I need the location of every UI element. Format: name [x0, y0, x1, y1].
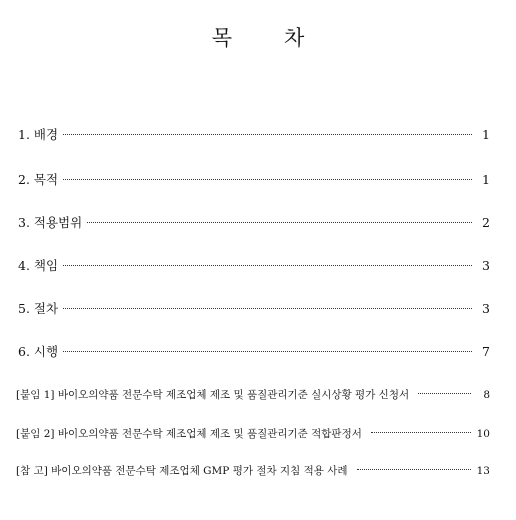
toc-entry-reference[interactable] — [16, 463, 490, 479]
toc-entry-procedure[interactable] — [18, 301, 490, 317]
dot-leader — [63, 308, 472, 309]
toc-title — [0, 22, 516, 52]
dot-leader — [63, 351, 472, 352]
toc-entry-page: 3 — [482, 301, 490, 316]
toc-entry-enforcement[interactable] — [18, 344, 490, 360]
dot-leader — [87, 222, 472, 223]
toc-entry-page: 13 — [476, 465, 490, 477]
toc-entry-label: [붙임 1] 바이오의약품 전문수탁 제조업체 제조 및 품질관리기준 실시상황 평가 신청서 — [16, 389, 410, 401]
toc-entry-background[interactable] — [18, 127, 490, 143]
toc-entry-page: 3 — [482, 258, 490, 273]
toc-title-char-1: 목 — [211, 26, 232, 50]
toc-entry-page: 2 — [482, 215, 490, 230]
toc-entry-page: 7 — [482, 344, 490, 359]
toc-entry-page: 10 — [476, 428, 490, 440]
toc-entry-label: 6. 시행 — [18, 344, 59, 359]
toc-entry-label: 5. 절차 — [18, 301, 59, 316]
dot-leader — [371, 432, 471, 433]
dot-leader — [63, 134, 472, 135]
toc-title-char-2: 차 — [284, 26, 305, 50]
toc-entry-page: 1 — [482, 172, 490, 187]
toc-entry-page: 1 — [482, 127, 490, 142]
dot-leader — [63, 265, 472, 266]
toc-entry-label: 2. 목적 — [18, 172, 59, 187]
toc-entry-label: [참 고] 바이오의약품 전문수탁 제조업체 GMP 평가 절차 지침 적용 사례 — [16, 465, 348, 477]
toc-entry-annex-2[interactable] — [16, 426, 490, 442]
dot-leader — [63, 179, 472, 180]
toc-entry-responsibility[interactable] — [18, 258, 490, 274]
toc-entry-label: [붙임 2] 바이오의약품 전문수탁 제조업체 제조 및 품질관리기준 적합판정서 — [16, 428, 362, 440]
toc-entry-purpose[interactable] — [18, 172, 490, 188]
toc-entry-annex-1[interactable] — [16, 387, 490, 403]
toc-entry-label: 3. 적용범위 — [18, 215, 83, 230]
toc-entry-scope[interactable] — [18, 215, 490, 231]
dot-leader — [357, 469, 472, 470]
toc-entry-label: 1. 배경 — [18, 127, 59, 142]
toc-entry-page: 8 — [483, 389, 490, 401]
toc-entry-label: 4. 책임 — [18, 258, 59, 273]
dot-leader — [418, 393, 471, 394]
